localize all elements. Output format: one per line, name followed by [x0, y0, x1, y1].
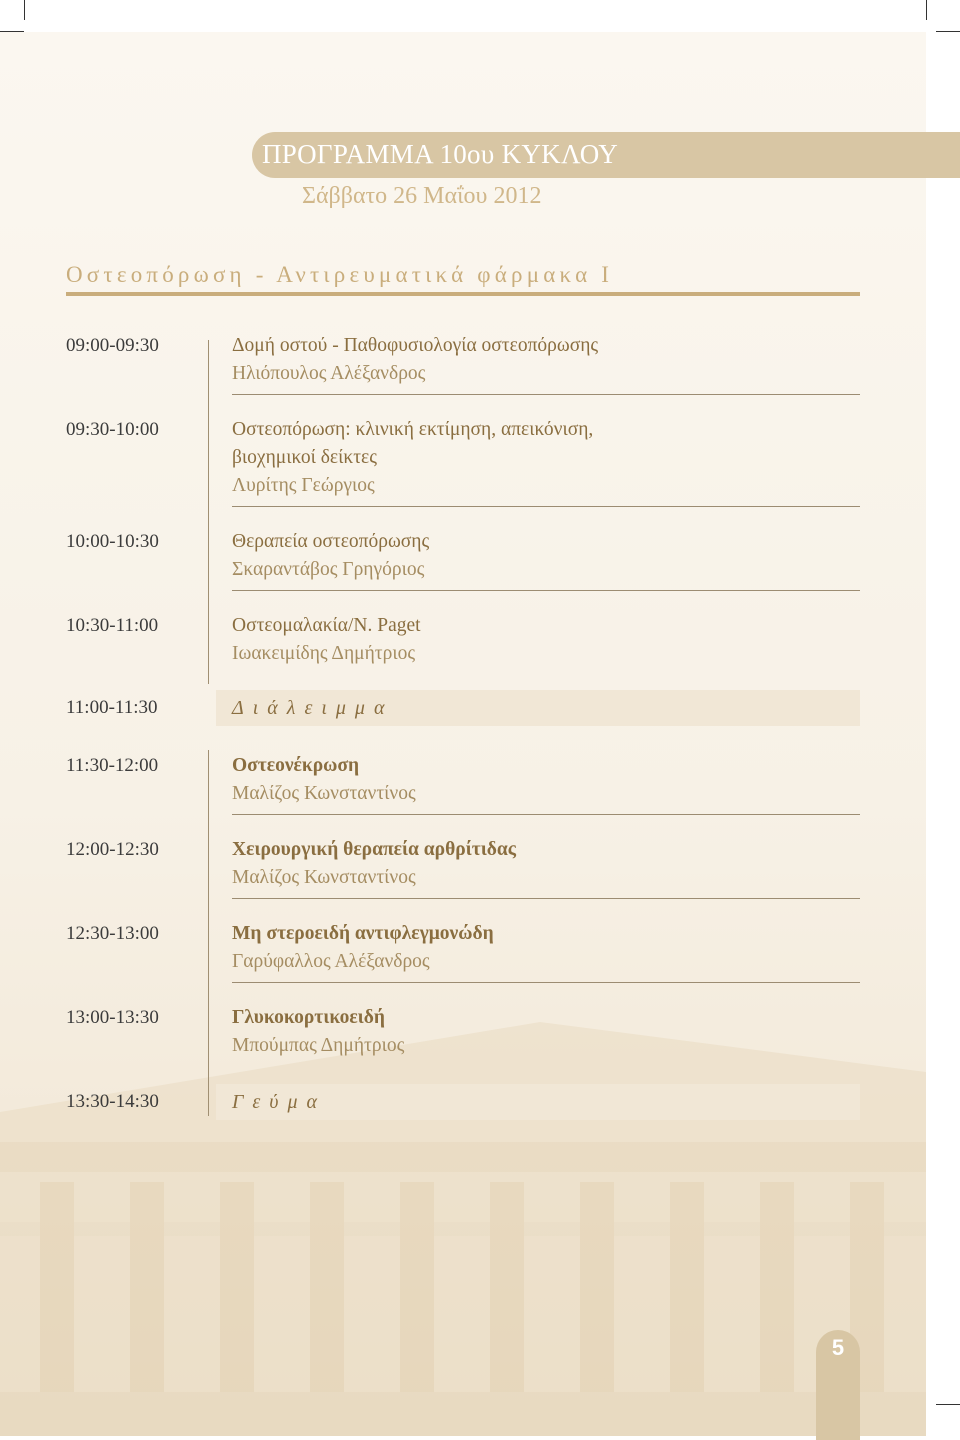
crop-mark: [926, 0, 927, 20]
session-time: 09:30-10:00: [66, 419, 159, 440]
row-divider: [232, 506, 860, 507]
program-title: ΠΡΟΓΡΑΜΜΑ 10ου ΚΥΚΛΟΥ: [262, 139, 618, 169]
session-topic: [232, 752, 860, 808]
session-topic: [232, 416, 860, 500]
session-time: 11:00-11:30: [66, 697, 158, 718]
section-title: Οστεοπόρωση - Αντιρευματικά φάρμακα Ι: [66, 262, 614, 287]
session-title: Μη στεροειδή αντιφλεγμονώδη: [232, 923, 494, 944]
session-time: 12:30-13:00: [66, 923, 159, 944]
session-speaker: Λυρίτης Γεώργιος: [232, 475, 375, 496]
session-time: 11:30-12:00: [66, 755, 159, 776]
session-topic: [232, 1004, 860, 1060]
row-divider: [232, 814, 860, 815]
session-speaker: Μαλίζος Κωνσταντίνος: [232, 783, 416, 804]
session-time: 12:00-12:30: [66, 839, 159, 860]
crop-mark: [936, 1404, 960, 1405]
break-label: Διάλειμμα: [232, 697, 394, 719]
lunch-label: Γεύμα: [232, 1091, 326, 1113]
session-title: Οστεομαλακία/Ν. Paget: [232, 615, 421, 636]
crop-mark: [0, 31, 24, 32]
page-number: 5: [831, 1335, 845, 1360]
session-title: Οστεοπόρωση: κλινική εκτίμηση, απεικόνιση,: [232, 419, 594, 440]
session-speaker: Μπούμπας Δημήτριος: [232, 1035, 405, 1056]
column-divider: [208, 750, 209, 1116]
crop-mark: [936, 31, 960, 32]
session-time: 10:30-11:00: [66, 615, 159, 636]
row-divider: [232, 590, 860, 591]
session-time: 10:00-10:30: [66, 531, 159, 552]
session-time: 13:30-14:30: [66, 1091, 159, 1112]
session-topic: [232, 528, 860, 584]
session-topic: [232, 612, 860, 668]
session-topic: [232, 836, 860, 892]
session-time: 13:00-13:30: [66, 1007, 159, 1028]
session-speaker: Γαρύφαλλος Αλέξανδρος: [232, 951, 430, 972]
program-date: Σάββατο 26 Μαΐου 2012: [302, 183, 542, 209]
session-speaker: Σκαραντάβος Γρηγόριος: [232, 559, 425, 580]
row-divider: [232, 394, 860, 395]
session-title: Χειρουργική θεραπεία αρθρίτιδας: [232, 839, 517, 860]
session-title-continued: βιοχημικοί δείκτες: [232, 447, 377, 468]
session-topic: [232, 332, 860, 388]
session-speaker: Μαλίζος Κωνσταντίνος: [232, 867, 416, 888]
session-speaker: Ιωακειμίδης Δημήτριος: [232, 643, 416, 664]
session-title: Οστεονέκρωση: [232, 755, 360, 776]
session-speaker: Ηλιόπουλος Αλέξανδρος: [232, 363, 426, 384]
crop-mark: [24, 0, 25, 20]
row-divider: [232, 898, 860, 899]
session-title: Θεραπεία οστεοπόρωσης: [232, 531, 430, 552]
row-divider: [232, 982, 860, 983]
page-background: [0, 32, 926, 1436]
session-topic: [232, 920, 860, 976]
session-title: Δομή οστού - Παθοφυσιολογία οστεοπόρωσης: [232, 335, 599, 356]
column-divider: [208, 340, 209, 684]
section-divider: [66, 292, 860, 296]
session-time: 09:00-09:30: [66, 335, 159, 356]
session-title: Γλυκοκορτικοειδή: [232, 1007, 385, 1028]
